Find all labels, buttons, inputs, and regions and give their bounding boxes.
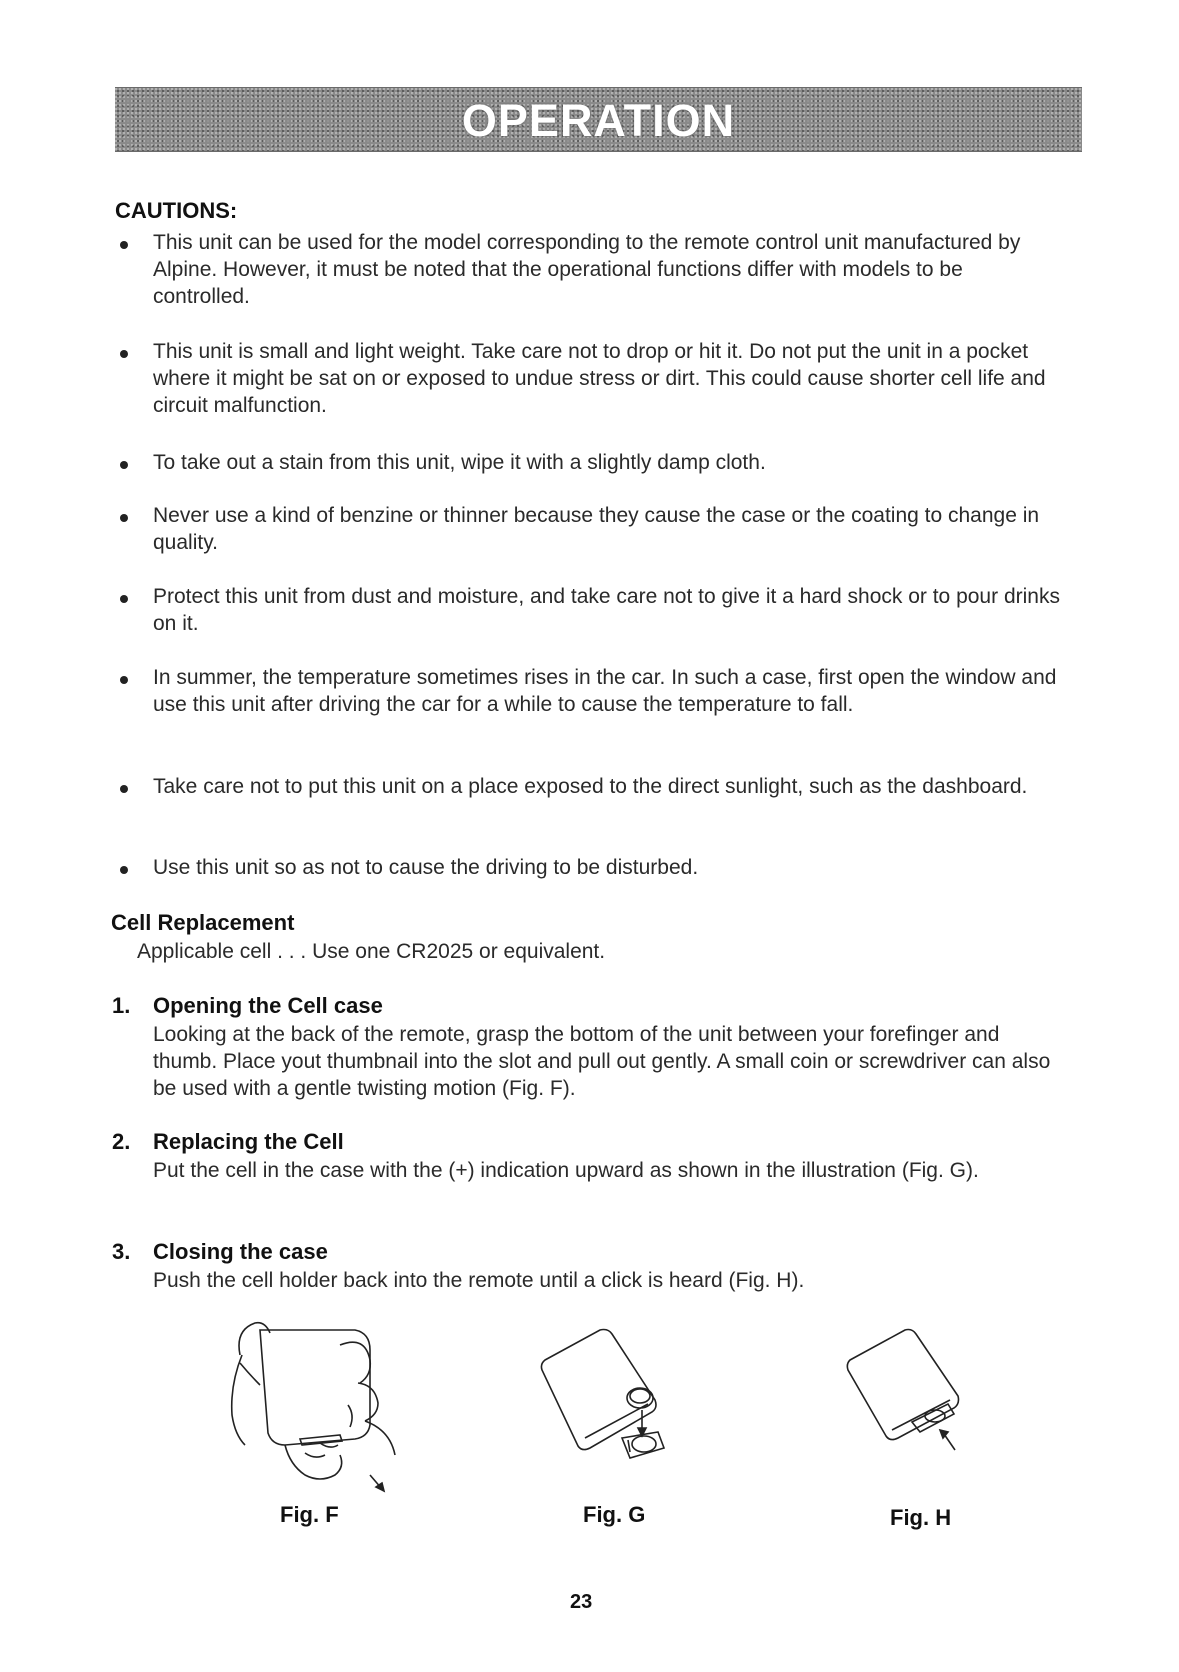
caution-item: To take out a stain from this unit, wipe it with a slightly damp cloth. bbox=[153, 451, 766, 474]
figure-label: Fig. G bbox=[583, 1502, 646, 1527]
caution-item: This unit can be used for the model corresponding to the remote control unit manufactured by Alpine. However, it must be noted that the operational functions differ with models to be controlled. bbox=[153, 231, 1021, 308]
step-title: Closing the case bbox=[153, 1239, 328, 1264]
figure-label: Fig. H bbox=[890, 1505, 952, 1530]
closing-case-illustration bbox=[840, 1322, 990, 1462]
caution-item: Protect this unit from dust and moisture, and take care not to give it a hard shock or to pour drinks on it. bbox=[153, 585, 1060, 635]
cell-replacement-heading: Cell Replacement bbox=[111, 910, 295, 935]
bullet-icon bbox=[120, 595, 128, 603]
caution-item: This unit is small and light weight. Take care not to drop or hit it. Do not put the unit in a pocket where it might be sat on or exposed to undue stress or dirt. This could cause shorter cell life and circuit malfunction. bbox=[153, 340, 1046, 417]
caution-item: Never use a kind of benzine or thinner because they cause the case or the coating to change in quality. bbox=[153, 504, 1040, 554]
step-number: 2. bbox=[112, 1129, 131, 1154]
caution-item: Use this unit so as not to cause the driving to be disturbed. bbox=[153, 856, 699, 879]
cell-insertion-illustration bbox=[530, 1320, 690, 1480]
step-title: Replacing the Cell bbox=[153, 1129, 344, 1154]
bullet-icon bbox=[120, 241, 128, 249]
bullet-icon bbox=[120, 785, 128, 793]
bullet-icon bbox=[120, 866, 128, 874]
section-banner bbox=[115, 87, 1082, 152]
caution-item: In summer, the temperature sometimes rises in the car. In such a case, first open the window and use this unit after driving the car for a while to cause the temperature to fall. bbox=[153, 666, 1057, 716]
hand-opening-remote-illustration bbox=[220, 1315, 420, 1495]
bullet-icon bbox=[120, 350, 128, 358]
step-number: 1. bbox=[112, 993, 131, 1018]
cautions-heading: CAUTIONS: bbox=[115, 198, 238, 223]
step-number: 3. bbox=[112, 1239, 131, 1264]
figure-label: Fig. F bbox=[280, 1502, 339, 1527]
bullet-icon bbox=[120, 514, 128, 522]
bullet-icon bbox=[120, 676, 128, 684]
step-body: Looking at the back of the remote, grasp the bottom of the unit between your forefinger and thumb. Place yout thumbnail into the slot and pull out gently. A small coin or screwdriver can also be used with a gentle twisting motion (Fig. F). bbox=[153, 1023, 1051, 1100]
step-body: Put the cell in the case with the (+) indication upward as shown in the illustration (Fig. G). bbox=[153, 1159, 979, 1182]
page-title: OPERATION bbox=[461, 95, 736, 146]
applicable-cell-text: Applicable cell . . . Use one CR2025 or equivalent. bbox=[137, 940, 606, 963]
step-title: Opening the Cell case bbox=[153, 993, 383, 1018]
caution-item: Take care not to put this unit on a place exposed to the direct sunlight, such as the dashboard. bbox=[153, 775, 1028, 798]
page-number: 23 bbox=[570, 1591, 593, 1613]
bullet-icon bbox=[120, 461, 128, 469]
step-body: Push the cell holder back into the remote until a click is heard (Fig. H). bbox=[153, 1269, 805, 1292]
